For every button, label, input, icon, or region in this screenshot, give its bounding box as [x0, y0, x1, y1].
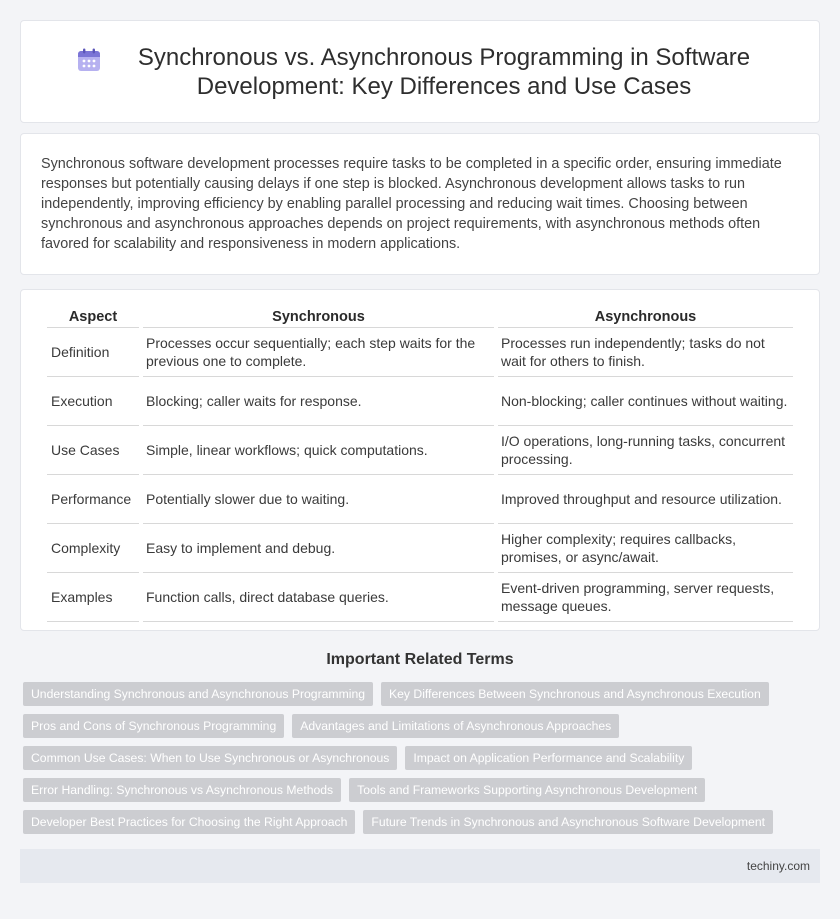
- cell-aspect: Performance: [47, 475, 139, 524]
- header-aspect: Aspect: [47, 306, 139, 328]
- related-term-tag[interactable]: Advantages and Limitations of Asynchronous Approaches: [292, 714, 619, 738]
- related-term-tag[interactable]: Impact on Application Performance and Scalability: [405, 746, 692, 770]
- related-term-tag[interactable]: Error Handling: Synchronous vs Asynchronous Methods: [23, 778, 341, 802]
- related-term-tag[interactable]: Developer Best Practices for Choosing the Right Approach: [23, 810, 355, 834]
- related-term-tag[interactable]: Key Differences Between Synchronous and Asynchronous Execution: [381, 682, 769, 706]
- cell-asynchronous: Higher complexity; requires callbacks, promises, or async/await.: [498, 524, 793, 573]
- header-asynchronous: Asynchronous: [498, 306, 793, 328]
- cell-synchronous: Simple, linear workflows; quick computations.: [143, 426, 494, 475]
- cell-aspect: Complexity: [47, 524, 139, 573]
- cell-aspect: Examples: [47, 573, 139, 622]
- site-link[interactable]: techiny.com: [746, 859, 810, 873]
- related-term-tag[interactable]: Common Use Cases: When to Use Synchronous or Asynchronous: [23, 746, 397, 770]
- footer: [20, 849, 820, 883]
- cell-asynchronous: I/O operations, long-running tasks, concurrent processing.: [498, 426, 793, 475]
- cell-synchronous: Blocking; caller waits for response.: [143, 377, 494, 426]
- header-synchronous: Synchronous: [143, 306, 494, 328]
- cell-asynchronous: Non-blocking; caller continues without waiting.: [498, 377, 793, 426]
- cell-synchronous: Easy to implement and debug.: [143, 524, 494, 573]
- intro-paragraph: Synchronous software development processes require tasks to be completed in a specific order, ensuring immediate responses but potentially causing delays if one step is blocked. Asynchronous development allows tasks to run independently, improving efficiency by enabling parallel processing and reducing wait times. Choosing between synchronous and asynchronous approaches depends on project requirements, with asynchronous methods often favored for scalability and responsiveness in modern applications.: [41, 156, 782, 252]
- title-wrap: [76, 43, 764, 101]
- table-row: [47, 328, 793, 377]
- table-row: [47, 475, 793, 524]
- page-title: Synchronous vs. Asynchronous Programming in Software Development: Key Differences and Use Cases: [137, 43, 751, 100]
- table-row: [47, 573, 793, 622]
- cell-synchronous: Function calls, direct database queries.: [143, 573, 494, 622]
- cell-synchronous: Potentially slower due to waiting.: [143, 475, 494, 524]
- related-term-tag[interactable]: Future Trends in Synchronous and Asynchronous Software Development: [363, 810, 773, 834]
- cell-asynchronous: Processes run independently; tasks do not wait for others to finish.: [498, 328, 793, 377]
- related-term-tag[interactable]: Understanding Synchronous and Asynchronous Programming: [23, 682, 373, 706]
- table-row: [47, 377, 793, 426]
- table-row: [47, 426, 793, 475]
- calendar-icon: [76, 47, 102, 73]
- cell-aspect: Definition: [47, 328, 139, 377]
- table-row: [47, 524, 793, 573]
- header-card: [20, 20, 820, 123]
- related-term-tag[interactable]: Tools and Frameworks Supporting Asynchronous Development: [349, 778, 705, 802]
- related-term-tag[interactable]: Pros and Cons of Synchronous Programming: [23, 714, 284, 738]
- cell-aspect: Use Cases: [47, 426, 139, 475]
- related-terms-title: Important Related Terms: [326, 651, 514, 668]
- related-terms-list: [20, 682, 820, 842]
- comparison-table: [43, 306, 797, 622]
- table-header-row: [47, 306, 793, 328]
- intro-card: [20, 133, 820, 275]
- comparison-table-card: [20, 289, 820, 631]
- cell-asynchronous: Improved throughput and resource utilization.: [498, 475, 793, 524]
- cell-synchronous: Processes occur sequentially; each step waits for the previous one to complete.: [143, 328, 494, 377]
- cell-aspect: Execution: [47, 377, 139, 426]
- cell-asynchronous: Event-driven programming, server requests, message queues.: [498, 573, 793, 622]
